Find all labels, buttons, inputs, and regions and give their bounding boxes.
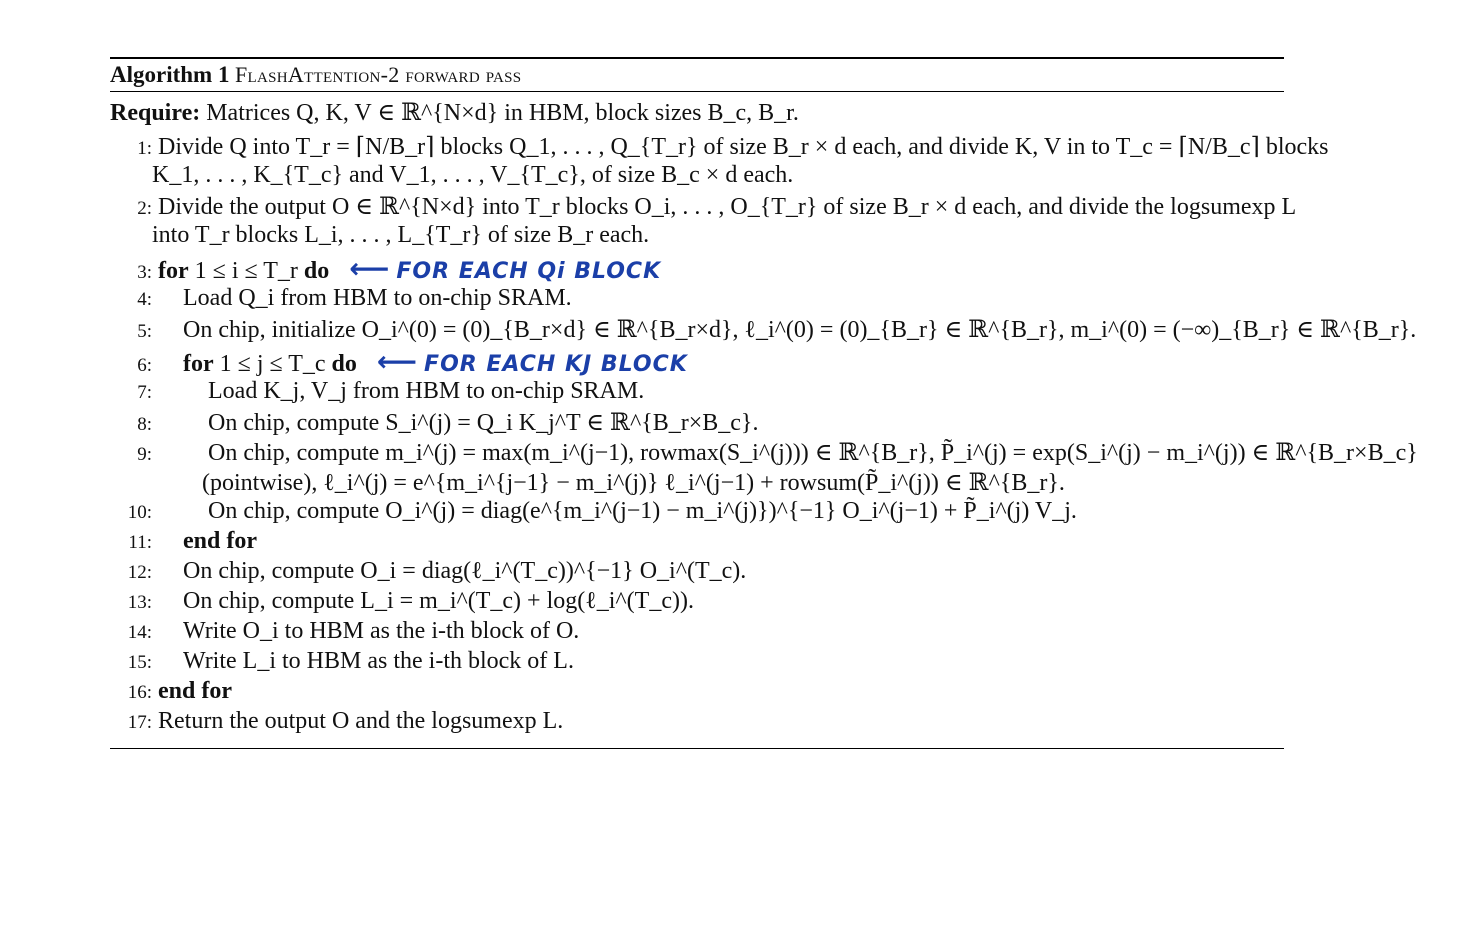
step-7: [110, 378, 1284, 408]
step-10: [110, 498, 1284, 528]
step-text: Write L_i to HBM as the i-th block of L.: [183, 648, 574, 674]
annotation-text: FOR EACH KJ BLOCK: [424, 352, 688, 377]
for-keyword: for: [183, 351, 214, 377]
step-text: On chip, compute L_i = m_i^(T_c) + log(ℓ_i^(T_c)).: [183, 588, 694, 614]
require-line: [110, 98, 1284, 132]
step-17: [110, 708, 1284, 738]
line-number: 11:: [128, 532, 152, 553]
end-for-keyword: end for: [183, 528, 257, 554]
annotation-text: FOR EACH Qi BLOCK: [396, 259, 662, 284]
step-text: On chip, compute O_i^(j) = diag(e^{m_i^(j−1) − m_i^(j)})^{−1} O_i^(j−1) + P̃_i^(j) V_j.: [208, 498, 1077, 524]
line-number: 16:: [127, 682, 152, 703]
require-text: Matrices Q, K, V ∈ ℝ^{N×d} in HBM, block sizes B_c, B_r.: [206, 100, 799, 126]
step-9-continuation: [110, 468, 1284, 498]
end-for-keyword: end for: [158, 678, 232, 704]
step-2-continuation: [110, 222, 1284, 252]
step-text: Write O_i to HBM as the i-th block of O.: [183, 618, 580, 644]
line-number: 14:: [127, 622, 152, 643]
algorithm-label: Algorithm 1: [110, 62, 230, 87]
line-number: 6:: [137, 355, 152, 376]
loop-condition: 1 ≤ j ≤ T_c: [219, 351, 326, 377]
do-keyword: do: [303, 258, 330, 284]
step-text: On chip, compute m_i^(j) = max(m_i^(j−1), rowmax(S_i^(j))) ∈ ℝ^{B_r}, P̃_i^(j) = exp(S_i^(j) − m_i^(j)) ∈ ℝ^{B_r×B_c}: [208, 440, 1418, 466]
bottom-rule: [110, 748, 1284, 749]
step-5: [110, 315, 1417, 345]
line-number: 10:: [127, 502, 152, 523]
step-text: Divide Q into T_r = ⌈N/B_r⌉ blocks Q_1, . . . , Q_{T_r} of size B_r × d each, and divide K, V in to T_c = ⌈N/B_c⌉ blocks: [158, 134, 1329, 160]
left-arrow-icon: ⟵: [349, 252, 391, 285]
algorithm-box: [110, 57, 1418, 749]
algorithm-caption: [110, 59, 1284, 91]
step-text: On chip, compute O_i = diag(ℓ_i^(T_c))^{−1} O_i^(T_c).: [183, 558, 747, 584]
loop-condition: 1 ≤ i ≤ T_r: [194, 258, 298, 284]
step-text-cont: (pointwise), ℓ_i^(j) = e^{m_i^{j−1} − m_i^(j)} ℓ_i^(j−1) + rowsum(P̃_i^(j)) ∈ ℝ^{B_r}.: [202, 470, 1065, 496]
line-number: 13:: [127, 592, 152, 613]
line-number: 12:: [127, 562, 152, 583]
step-6: [110, 345, 1284, 378]
line-number: 17:: [127, 712, 152, 733]
step-13: [110, 588, 1284, 618]
line-number: 1:: [137, 138, 152, 159]
do-keyword: do: [331, 351, 357, 377]
step-1-continuation: [110, 162, 1284, 192]
step-text: [158, 252, 1284, 285]
line-number: 3:: [137, 262, 152, 283]
left-arrow-icon: ⟵: [376, 345, 419, 378]
step-12: [110, 558, 1284, 588]
algorithm-title: FlashAttention-2 forward pass: [234, 62, 522, 87]
step-text: On chip, compute S_i^(j) = Q_i K_j^T ∈ ℝ^{B_r×B_c}.: [208, 410, 759, 436]
algorithm-body: [110, 92, 1418, 748]
line-number: 5:: [137, 321, 152, 342]
for-keyword: for: [158, 258, 189, 284]
step-text: On chip, initialize O_i^(0) = (0)_{B_r×d} ∈ ℝ^{B_r×d}, ℓ_i^(0) = (0)_{B_r} ∈ ℝ^{B_r}, m_i^(0) = (−∞)_{B_r} ∈ ℝ^{B_r}.: [183, 317, 1417, 343]
step-text: Divide the output O ∈ ℝ^{N×d} into T_r blocks O_i, . . . , O_{T_r} of size B_r × d each, and divide the logsumexp L: [158, 194, 1297, 220]
step-15: [110, 648, 1284, 678]
step-11: [110, 528, 1284, 558]
line-number: 9:: [137, 444, 152, 465]
handwritten-annotation: [349, 252, 662, 285]
step-text-cont: into T_r blocks L_i, . . . , L_{T_r} of size B_r each.: [152, 222, 650, 248]
line-number: 2:: [137, 198, 152, 219]
step-4: [110, 285, 1284, 315]
step-2: [110, 192, 1297, 222]
step-3: [110, 252, 1284, 285]
line-number: 7:: [137, 382, 152, 403]
step-1: [110, 132, 1329, 162]
step-text: Load Q_i from HBM to on-chip SRAM.: [183, 285, 572, 311]
step-text: Load K_j, V_j from HBM to on-chip SRAM.: [208, 378, 645, 404]
line-number: 15:: [127, 652, 152, 673]
step-14: [110, 618, 1284, 648]
step-text: Return the output O and the logsumexp L.: [158, 708, 564, 734]
step-text-cont: K_1, . . . , K_{T_c} and V_1, . . . , V_{T_c}, of size B_c × d each.: [152, 162, 794, 188]
line-number: 8:: [137, 414, 152, 435]
step-8: [110, 408, 1284, 438]
line-number: 4:: [137, 289, 152, 310]
require-label: Require:: [110, 100, 201, 126]
step-9: [110, 438, 1418, 468]
step-16: [110, 678, 1284, 708]
handwritten-annotation: [376, 345, 688, 378]
step-text: [158, 345, 1284, 378]
